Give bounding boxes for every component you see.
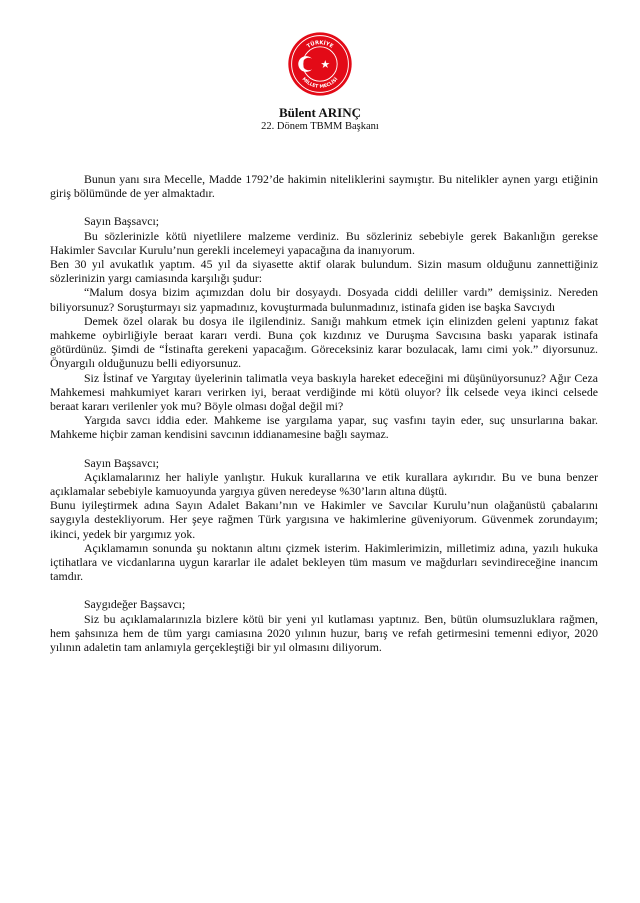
paragraph: Bu sözlerinizle kötü niyetlilere malzeme verdiniz. Bu sözleriniz sebebiyle gerek Bakanlığın gerekse Hakimler Savcılar Kurulu’nun gerekli incelemeyi yapacağına da inanıyorum. bbox=[50, 228, 598, 257]
author-role: 22. Dönem TBMM Başkanı bbox=[261, 121, 379, 132]
letterhead bbox=[0, 106, 640, 133]
letter-body bbox=[50, 172, 598, 654]
paragraph: Siz bu açıklamalarınızla bizlere kötü bir yeni yıl kutlaması yaptınız. Ben, bütün olumsuzluklara rağmen, hem şahsınıza hem de tüm yargı camiasına 2020 yılının huzur, barış ve refah getirmesini temenni ediyor, 2020 yılının adaletin tam anlamıyla gerçekleştiği bir yıl olmasını diliyorum. bbox=[50, 611, 598, 655]
paragraph: Yargıda savcı iddia eder. Mahkeme ise yargılama yapar, suç vasfını tayin eder, suç unsurlarına bakar. Mahkeme hiçbir zaman kendisini savcının iddianamesine bağlı saymaz. bbox=[50, 413, 598, 442]
paragraph: Açıklamamın sonunda şu noktanın altını çizmek isterim. Hakimlerimizin, milletimiz adına, yazılı hukuka içtihatlara ve vicdanlarına uygun kararlar ile adalet bekleyen tüm masum ve mağdurları sevindireceğine inancım tamdır. bbox=[50, 540, 598, 584]
seal-ring-text-top: TÜRKİYE bbox=[305, 40, 335, 50]
paragraph: Demek özel olarak bu dosya ile ilgilendiniz. Sanığı mahkum etmek için elinizden geleni yaptınız fakat mahkeme oybirliğiyle beraat kararı verdi. Buna çok kızdınız ve Duruşma Savcısına baskı yaparak istinafa götürdünüz. Şimdi de “İstinafta gerekeni yapacağım. Göreceksiniz karar bozulacak, lamı cimi yok.” diyorsunuz. Önyargılı olduğunuzu belli ediyorsunuz. bbox=[50, 313, 598, 371]
paragraph: Ben 30 yıl avukatlık yaptım. 45 yıl da siyasette aktif olarak bulundum. Sizin masum olduğunu zannettiğiniz sözlerinizin yargı camiasında karşılığı şudur: bbox=[50, 257, 598, 286]
salutation: Sayın Başsavcı; bbox=[84, 455, 160, 470]
tbmm-seal-icon bbox=[287, 31, 353, 97]
salutation: Saygıdeğer Başsavcı; bbox=[84, 597, 186, 612]
paragraph: Bunu iyileştirmek adına Sayın Adalet Bakanı’nın ve Hakimler ve Savcılar Kurulu’nun olağanüstü çabalarını saygıyla destekliyorum. Her şeye rağmen Türk yargısına ve hakimlerine güveniyorum. Güvenmek zorundayım; ikinci, yedek bir yargımız yok. bbox=[50, 498, 598, 541]
salutation: Sayın Başsavcı; bbox=[84, 214, 160, 229]
paragraph: Bunun yanı sıra Mecelle, Madde 1792’de hakimin niteliklerini saymıştır. Bu nitelikler aynen yargı etiğinin giriş bölümünde de yer almaktadır. bbox=[50, 172, 598, 201]
author-name: Bülent ARINÇ bbox=[279, 105, 361, 120]
paragraph: Açıklamalarınız her haliyle yanlıştır. Hukuk kurallarına ve etik kurallara aykırıdır. Bu ve buna benzer açıklamalar sebebiyle kamuoyunda yargıya güven neredeyse %30’ların altına düştü. bbox=[50, 469, 598, 499]
seal-ring-text-bottom: MİLLET MECLİSİ bbox=[300, 77, 340, 90]
paragraph: “Malum dosya bizim açımızdan dolu bir dosyaydı. Dosyada ciddi deliller vardı” demişsiniz. Nereden biliyorsunuz? Soruşturmayı siz yapmadınız, kovuşturmada bulunmadınız, istinafa giden ise başka Savcıydı bbox=[50, 285, 598, 314]
paragraph: Siz İstinaf ve Yargıtay üyelerinin talimatla veya baskıyla hareket edeceğini mi düşünüyorsunuz? Ağır Ceza Mahkemesi mahkumiyet kararı verirken iyi, beraat verdiğinde mi kötü oluyor? İlk celsede veya ikinci celsede beraat kararı verilenler yok mu? Böyle olması doğal değil mi? bbox=[50, 370, 598, 414]
